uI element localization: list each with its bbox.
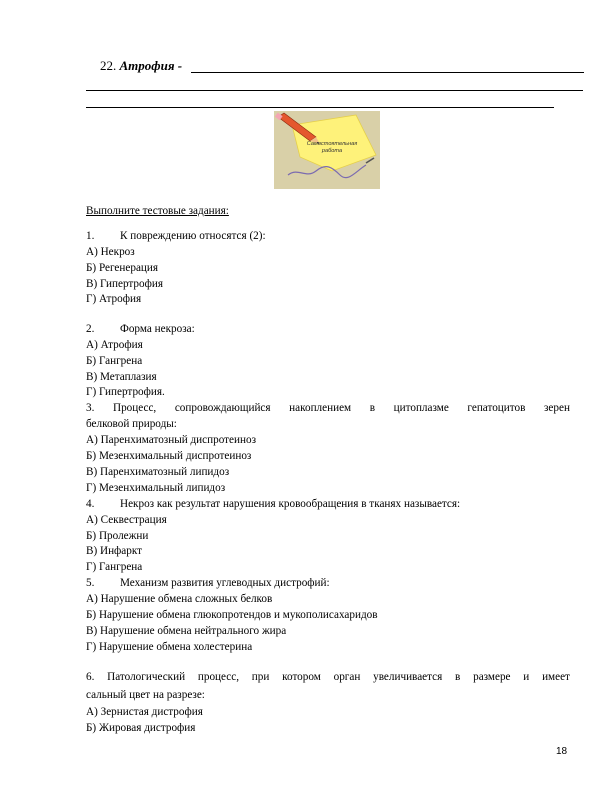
q1-option-b: Б) Регенерация bbox=[86, 262, 159, 274]
q2-option-b: Б) Гангрена bbox=[86, 355, 143, 367]
q6-word: имеет bbox=[542, 671, 570, 683]
q3-option-a: А) Паренхиматозный диспротеиноз bbox=[86, 434, 257, 446]
question-5-number: 5. bbox=[86, 577, 95, 589]
q1-option-d: Г) Атрофия bbox=[86, 293, 142, 305]
q4-option-c: В) Инфаркт bbox=[86, 545, 143, 557]
answer-line-1 bbox=[191, 72, 584, 73]
q3-option-c: В) Паренхиматозный липидоз bbox=[86, 466, 230, 478]
q5-option-b: Б) Нарушение обмена глюкопротендов и мукополисахаридов bbox=[86, 609, 378, 621]
q5-option-d: Г) Нарушение обмена холестерина bbox=[86, 641, 253, 653]
q3-word: гепатоцитов bbox=[467, 402, 526, 414]
q3-option-b: Б) Мезенхимальный диспротеиноз bbox=[86, 450, 252, 462]
question-2-text: Форма некроза: bbox=[120, 323, 195, 335]
question-3-line-2: белковой природы: bbox=[86, 418, 177, 430]
q6-word: Патологический bbox=[107, 671, 186, 683]
question-6-line-1 bbox=[86, 670, 570, 684]
q6-word: и bbox=[523, 671, 530, 683]
question-4-number: 4. bbox=[86, 498, 95, 510]
q3-word: Процесс, bbox=[113, 402, 157, 414]
q6-word: процесс, bbox=[197, 671, 240, 683]
q3-word: накоплением bbox=[289, 402, 352, 414]
question-4 bbox=[86, 497, 460, 511]
question-5-text: Механизм развития углеводных дистрофий: bbox=[120, 577, 330, 589]
illustration-text-1: Самостоятельная bbox=[306, 141, 358, 147]
question-1-text: К повреждению относятся (2): bbox=[120, 230, 266, 242]
q6-word: размере bbox=[473, 671, 511, 683]
q6-option-b: Б) Жировая дистрофия bbox=[86, 722, 196, 734]
q2-option-d: Г) Гипертрофия. bbox=[86, 386, 165, 398]
question-2-number: 2. bbox=[86, 323, 95, 335]
answer-line-3 bbox=[86, 107, 554, 108]
q5-option-a: А) Нарушение обмена сложных белков bbox=[86, 593, 273, 605]
q3-word: цитоплазме bbox=[393, 402, 449, 414]
instruction-text: Выполните тестовые задания: bbox=[86, 205, 229, 217]
q6-word: увеличивается bbox=[373, 671, 443, 683]
q1-option-a: А) Некроз bbox=[86, 246, 135, 258]
q6-word: орган bbox=[333, 671, 361, 683]
heading-number: 22. bbox=[100, 58, 117, 73]
question-6-line-2: сальный цвет на разрезе: bbox=[86, 689, 205, 701]
question-3-line-1 bbox=[86, 401, 570, 415]
answer-line-2 bbox=[86, 90, 583, 91]
question-6-number: 6. bbox=[86, 671, 95, 683]
q6-option-a: А) Зернистая дистрофия bbox=[86, 706, 203, 718]
q3-word: сопровождающийся bbox=[174, 402, 271, 414]
question-1 bbox=[86, 229, 266, 243]
illustration-text-2: работа bbox=[321, 148, 343, 154]
q3-word: зерен bbox=[544, 402, 570, 414]
definition-heading bbox=[100, 58, 182, 74]
question-2 bbox=[86, 322, 195, 336]
q6-word: котором bbox=[282, 671, 321, 683]
q2-option-c: В) Метаплазия bbox=[86, 371, 157, 383]
q2-option-a: А) Атрофия bbox=[86, 339, 143, 351]
page-number: 18 bbox=[556, 746, 568, 757]
question-3-number: 3. bbox=[86, 402, 95, 414]
q3-word: в bbox=[369, 402, 376, 414]
q6-word: при bbox=[251, 671, 270, 683]
q6-word: в bbox=[455, 671, 461, 683]
q5-option-c: В) Нарушение обмена нейтрального жира bbox=[86, 625, 287, 637]
q4-option-d: Г) Гангрена bbox=[86, 561, 143, 573]
q1-option-c: В) Гипертрофия bbox=[86, 278, 164, 290]
independent-work-illustration bbox=[274, 111, 380, 189]
question-5 bbox=[86, 576, 330, 590]
q4-option-a: А) Секвестрация bbox=[86, 514, 167, 526]
question-4-text: Некроз как результат нарушения кровообращения в тканях называется: bbox=[120, 498, 461, 510]
heading-term: Атрофия - bbox=[119, 58, 183, 73]
q3-option-d: Г) Мезенхимальный липидоз bbox=[86, 482, 226, 494]
question-1-number: 1. bbox=[86, 230, 95, 242]
q4-option-b: Б) Пролежни bbox=[86, 530, 149, 542]
